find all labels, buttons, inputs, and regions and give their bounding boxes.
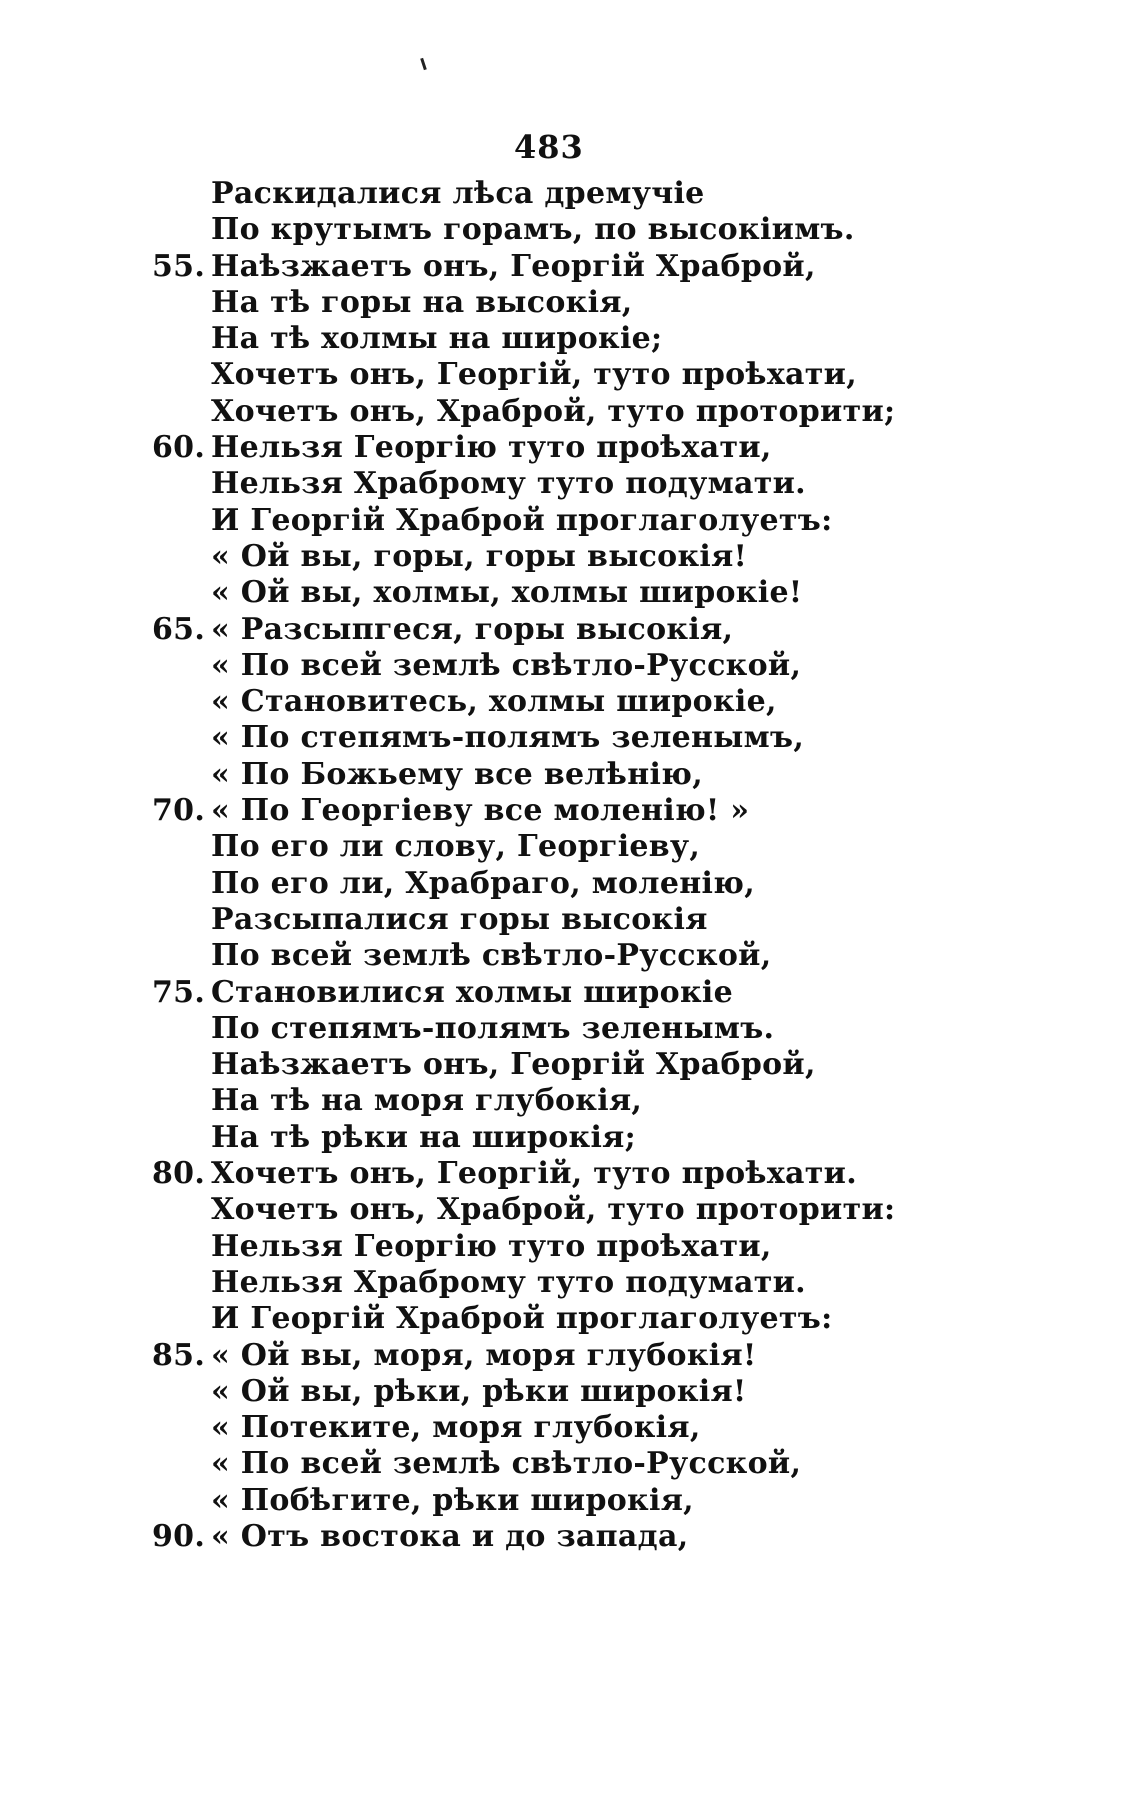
verse-line-text: Нельзя Храброму туто подумати. <box>211 466 806 502</box>
verse-line <box>0 1083 1140 1119</box>
verse-line-text: По его ли слову, Георгіеву, <box>211 829 701 865</box>
verse-line <box>0 321 1140 357</box>
verse-line <box>0 1265 1140 1301</box>
verse-line-text: Наѣзжаетъ онъ, Георгій Храброй, <box>211 248 816 284</box>
verse-line <box>0 1156 1140 1192</box>
verse-line <box>0 938 1140 974</box>
verse-line-text: По всей землѣ свѣтло-Русской, <box>211 938 772 974</box>
verse-line <box>0 1301 1140 1337</box>
verse-text <box>0 176 1140 1555</box>
verse-line <box>0 1519 1140 1555</box>
verse-line <box>0 975 1140 1011</box>
verse-line-text: И Георгій Храброй проглаголуетъ: <box>211 502 833 538</box>
verse-line-text: « Побѣгите, рѣки широкія, <box>211 1482 694 1518</box>
verse-line-text: « По Георгіеву все моленію! » <box>211 793 750 829</box>
verse-line <box>0 1120 1140 1156</box>
verse-line <box>0 1047 1140 1083</box>
verse-line-text: Хочетъ онъ, Георгій, туто проѣхати. <box>211 1156 857 1192</box>
line-number: 55. <box>152 248 206 284</box>
verse-line <box>0 1011 1140 1047</box>
verse-line-text: « Становитесь, холмы широкіе, <box>211 684 777 720</box>
verse-line-text: На тѣ горы на высокія, <box>211 284 633 320</box>
verse-line <box>0 575 1140 611</box>
page-number: 483 <box>514 128 584 166</box>
verse-line-text: На тѣ холмы на широкіе; <box>211 321 663 357</box>
verse-line <box>0 684 1140 720</box>
verse-line <box>0 539 1140 575</box>
verse-line <box>0 285 1140 321</box>
verse-line <box>0 466 1140 502</box>
verse-line-text: По крутымъ горамъ, по высокіимъ. <box>211 212 855 248</box>
verse-line <box>0 1483 1140 1519</box>
verse-line <box>0 1192 1140 1228</box>
verse-line <box>0 1338 1140 1374</box>
line-number: 85. <box>152 1337 206 1373</box>
print-speck <box>420 58 427 70</box>
verse-line-text: Становилися холмы широкіе <box>211 974 733 1010</box>
line-number: 90. <box>152 1518 206 1554</box>
verse-line <box>0 612 1140 648</box>
verse-line <box>0 720 1140 756</box>
verse-line-text: « По всей землѣ свѣтло-Русской, <box>211 1446 802 1482</box>
verse-line-text: « Ой вы, моря, моря глубокія! <box>211 1337 757 1373</box>
verse-line <box>0 902 1140 938</box>
verse-line-text: « Потеките, моря глубокія, <box>211 1410 701 1446</box>
verse-line-text: « Ой вы, холмы, холмы широкіе! <box>211 575 803 611</box>
verse-line-text: Нельзя Георгію туто проѣхати, <box>211 430 772 466</box>
verse-line-text: Хочетъ онъ, Георгій, туто проѣхати, <box>211 357 857 393</box>
verse-line <box>0 357 1140 393</box>
verse-line-text: Хочетъ онъ, Храброй, туто проторити; <box>211 393 896 429</box>
verse-line-text: Нельзя Георгію туто проѣхати, <box>211 1228 772 1264</box>
line-number: 75. <box>152 974 206 1010</box>
verse-line-text: На тѣ рѣки на широкія; <box>211 1119 637 1155</box>
verse-line-text: « По степямъ-полямъ зеленымъ, <box>211 720 805 756</box>
verse-line-text: И Георгій Храброй проглаголуетъ: <box>211 1301 833 1337</box>
verse-line-text: Хочетъ онъ, Храброй, туто проторити: <box>211 1192 896 1228</box>
verse-line-text: На тѣ на моря глубокія, <box>211 1083 643 1119</box>
verse-line-text: Нельзя Храброму туто подумати. <box>211 1264 806 1300</box>
verse-line <box>0 394 1140 430</box>
verse-line-text: « Отъ востока и до запада, <box>211 1518 689 1554</box>
verse-line-text: По его ли, Храбраго, моленію, <box>211 865 755 901</box>
verse-line <box>0 829 1140 865</box>
line-number: 80. <box>152 1156 206 1192</box>
verse-line-text: « По всей землѣ свѣтло-Русской, <box>211 647 802 683</box>
verse-line-text: Наѣзжаетъ онъ, Георгій Храброй, <box>211 1047 816 1083</box>
line-number: 65. <box>152 611 206 647</box>
verse-line <box>0 503 1140 539</box>
verse-line <box>0 1446 1140 1482</box>
verse-line <box>0 866 1140 902</box>
verse-line <box>0 1374 1140 1410</box>
verse-line <box>0 212 1140 248</box>
line-number: 70. <box>152 793 206 829</box>
verse-line <box>0 1229 1140 1265</box>
verse-line <box>0 1410 1140 1446</box>
verse-line <box>0 176 1140 212</box>
verse-line-text: « Ой вы, рѣки, рѣки широкія! <box>211 1373 747 1409</box>
verse-line <box>0 430 1140 466</box>
verse-line <box>0 793 1140 829</box>
verse-line-text: Раскидалися лѣса дремучіе <box>211 176 705 211</box>
verse-line-text: Разсыпалися горы высокія <box>211 901 708 937</box>
verse-line-text: « Ой вы, горы, горы высокія! <box>211 538 748 574</box>
verse-line-text: « По Божьему все велѣнію, <box>211 756 703 792</box>
verse-line <box>0 757 1140 793</box>
verse-line-text: « Разсыпгеся, горы высокія, <box>211 611 734 647</box>
verse-line <box>0 249 1140 285</box>
line-number: 60. <box>152 430 206 466</box>
verse-line-text: По степямъ-полямъ зеленымъ. <box>211 1010 775 1046</box>
verse-line <box>0 648 1140 684</box>
